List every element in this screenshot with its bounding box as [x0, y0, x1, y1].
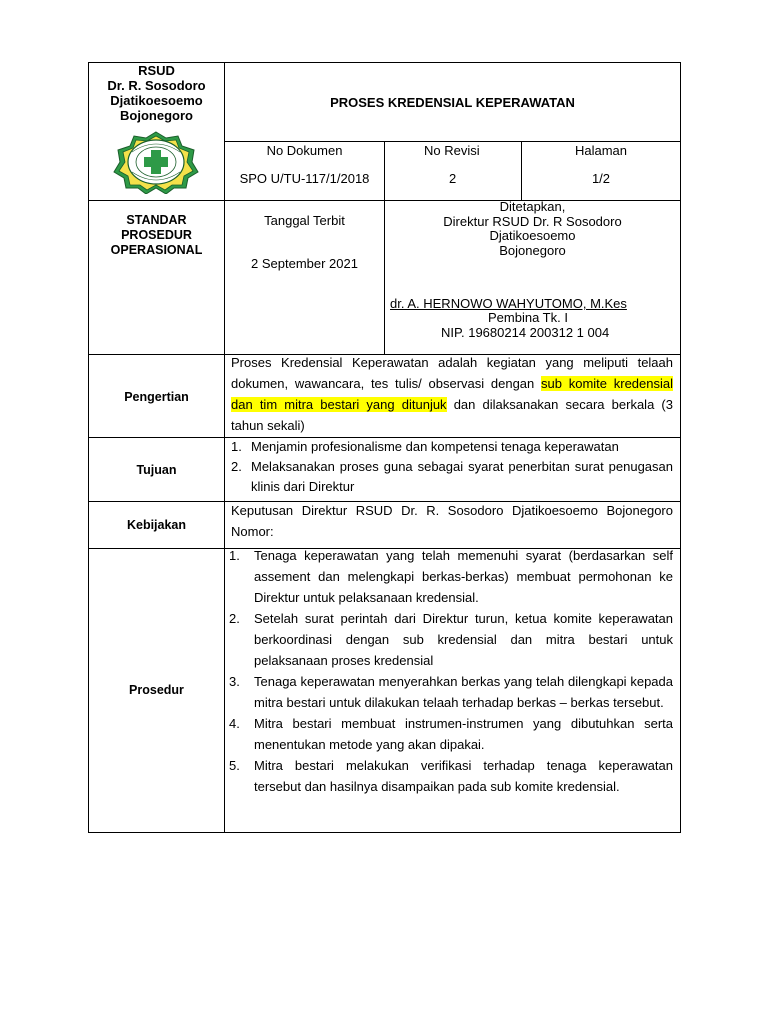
tujuan-item-text: Menjamin profesionalisme dan kompetensi tenaga keperawatan: [251, 439, 619, 454]
prosedur-label: Prosedur: [129, 683, 184, 697]
prosedur-item-text: Setelah surat perintah dari Direktur turun, ketua komite keperawatan berkoordinasi dengan sub kredensial dan mitra bestari untuk pelaksanaan proses kredensial: [254, 611, 673, 668]
tujuan-item-number: 1.: [231, 439, 242, 454]
approval-line1: Ditetapkan,: [499, 199, 566, 214]
signer-name: dr. A. HERNOWO WAHYUTOMO, M.Kes: [390, 296, 627, 311]
prosedur-list: [229, 545, 673, 797]
tujuan-list: [231, 437, 673, 497]
pengertian-text-before: Proses Kredensial Keperawatan adalah kegiatan yang meliputi telaah dokumen, wawancara, tes tulis/ observasi dengan: [231, 355, 673, 391]
prosedur-item: [229, 671, 673, 713]
spo-label-line3: OPERASIONAL: [110, 243, 203, 257]
prosedur-item-number: 4.: [229, 716, 240, 731]
kebijakan-label: Kebijakan: [126, 518, 187, 532]
org-name-line3: Djatikoesoemo: [110, 93, 203, 108]
pengertian-text: [231, 352, 673, 436]
page-value: 1/2: [591, 171, 611, 186]
prosedur-item: [229, 608, 673, 671]
pengertian-highlight-1: sub komite kredensial: [541, 376, 674, 391]
tujuan-item: [231, 437, 673, 457]
hospital-logo-icon: [108, 130, 204, 194]
kebijakan-text: Keputusan Direktur RSUD Dr. R. Sosodoro Djatikoesoemo Bojonegoro Nomor:: [231, 503, 673, 539]
org-name-line1: RSUD: [138, 63, 175, 78]
approval-line3: Djatikoesoemo: [489, 228, 576, 243]
prosedur-item: [229, 545, 673, 608]
pengertian-text-after: dan dilaksanakan secara berkala (3 tahun sekali): [231, 397, 673, 433]
spo-label-line2: PROSEDUR: [121, 228, 192, 242]
prosedur-item: [229, 713, 673, 755]
tujuan-item-number: 2.: [231, 459, 242, 474]
tujuan-item-text: Melaksanakan proses guna sebagai syarat penerbitan surat penugasan klinis dari Direktur: [251, 459, 673, 494]
table-border-bottom: [88, 832, 681, 833]
signer-nip: NIP. 19680214 200312 1 004: [441, 325, 610, 340]
document-title: PROSES KREDENSIAL KEPERAWATAN: [330, 95, 575, 110]
spo-label-line1: STANDAR: [126, 213, 187, 227]
hospital-logo: [108, 130, 204, 194]
approval-line2: Direktur RSUD Dr. R Sosodoro: [443, 213, 622, 229]
org-name-line2: Dr. R. Sosodoro: [107, 78, 206, 93]
table-border-left: [88, 62, 89, 833]
prosedur-item-text: Mitra bestari melakukan verifikasi terhadap tenaga keperawatan tersebut dan hasilnya disampaikan pada sub komite kredensial.: [254, 758, 673, 794]
page-label: Halaman: [574, 143, 628, 158]
prosedur-item-number: 2.: [229, 611, 240, 626]
doc-number-value: SPO U/TU-117/1/2018: [239, 171, 370, 186]
prosedur-item-text: Mitra bestari membuat instrumen-instrumen yang dibutuhkan serta menentukan metode yang akan dipakai.: [254, 716, 673, 752]
prosedur-item-number: 3.: [229, 674, 240, 689]
approval-block: [385, 200, 680, 258]
pengertian-highlight-2: dan tim mitra bestari yang ditunjuk: [231, 397, 447, 412]
signer-rank: Pembina Tk. I: [488, 310, 568, 325]
issue-date-label: Tanggal Terbit: [264, 213, 345, 228]
issue-date-value: 2 September 2021: [251, 256, 358, 271]
revision-label: No Revisi: [424, 143, 480, 158]
org-name: [89, 63, 224, 123]
spo-label: [89, 213, 224, 258]
tujuan-label: Tujuan: [136, 463, 177, 477]
tujuan-item: [231, 457, 673, 497]
pengertian-label: Pengertian: [124, 390, 189, 404]
table-border-right: [680, 62, 681, 833]
header-row-divider: [224, 141, 681, 142]
approval-line4: Bojonegoro: [499, 242, 566, 258]
prosedur-item: [229, 755, 673, 797]
prosedur-item-text: Tenaga keperawatan yang telah memenuhi syarat (berdasarkan self assement dan melengkapi berkas-berkas) membuat permohonan ke Direktur untuk pelaksanaan kredensial.: [254, 548, 673, 605]
prosedur-item-number: 1.: [229, 548, 240, 563]
doc-number-label: No Dokumen: [266, 143, 343, 158]
revision-value: 2: [449, 171, 457, 186]
org-name-line4: Bojonegoro: [120, 108, 193, 123]
prosedur-item-text: Tenaga keperawatan menyerahkan berkas yang telah dilengkapi kepada mitra bestari untuk dilakukan telaah terhadap berkas – berkas tersebut.: [254, 674, 673, 710]
prosedur-item-number: 5.: [229, 758, 240, 773]
